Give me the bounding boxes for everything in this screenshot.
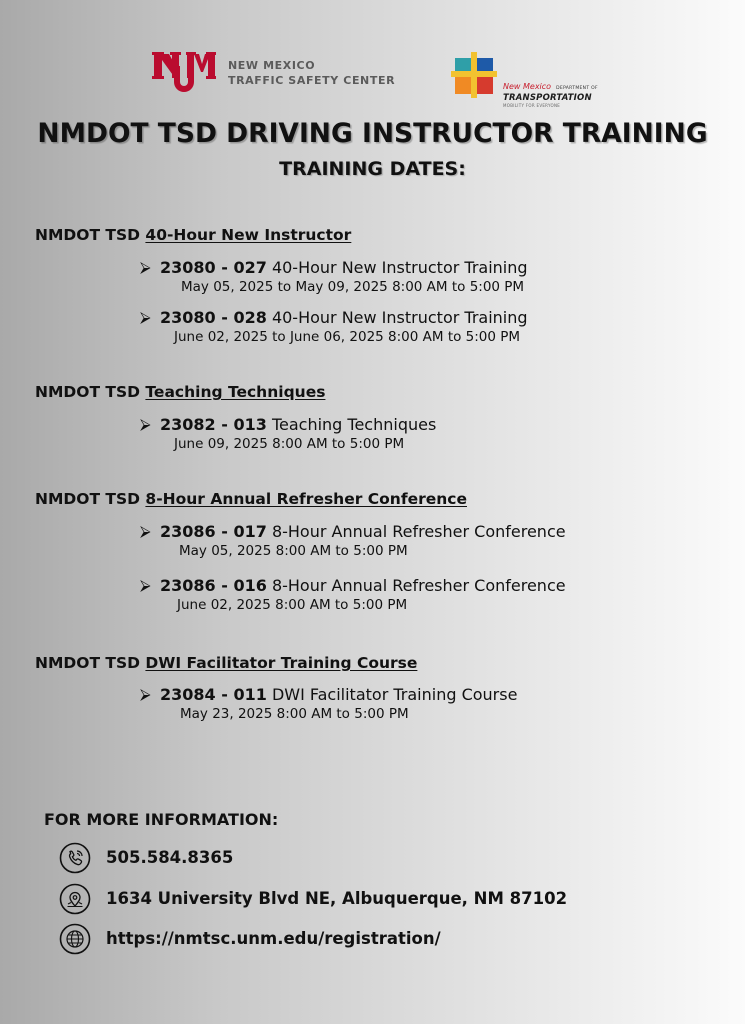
course-name: DWI Facilitator Training Course xyxy=(271,685,518,704)
course-item xyxy=(140,415,436,452)
course-item xyxy=(140,685,517,722)
phone-number[interactable]: 505.584.8365 xyxy=(106,848,234,867)
tsc-line-1: NEW MEXICO xyxy=(228,59,316,72)
arrow-bullet-icon: ⮚ xyxy=(140,576,151,594)
section-heading-dwi-facilitator xyxy=(35,654,417,672)
address-text: 1634 University Blvd NE, Albuquerque, NM 87102 xyxy=(106,889,568,908)
course-name: 40-Hour New Instructor Training xyxy=(271,258,528,277)
course-date: May 05, 2025 8:00 AM to 5:00 PM xyxy=(179,543,408,559)
dot-tagline: MOBILITY FOR EVERYONE xyxy=(503,103,561,108)
course-item xyxy=(140,258,528,295)
page-subtitle: TRAINING DATES: xyxy=(279,158,466,180)
course-code: 23084 - 011 xyxy=(160,685,267,704)
arrow-bullet-icon: ⮚ xyxy=(140,258,151,276)
unm-logo xyxy=(152,52,216,96)
traffic-safety-center-wordmark xyxy=(228,58,395,88)
arrow-bullet-icon: ⮚ xyxy=(140,522,151,540)
course-name: Teaching Techniques xyxy=(271,415,437,434)
section-name-link[interactable]: 40-Hour New Instructor xyxy=(145,226,352,244)
course-date: June 09, 2025 8:00 AM to 5:00 PM xyxy=(174,436,405,452)
page-title: NMDOT TSD DRIVING INSTRUCTOR TRAINING xyxy=(37,118,708,149)
course-name: 8-Hour Annual Refresher Conference xyxy=(271,576,566,595)
arrow-bullet-icon: ⮚ xyxy=(140,415,151,433)
more-info-heading: FOR MORE INFORMATION: xyxy=(44,810,279,829)
section-name-link[interactable]: 8-Hour Annual Refresher Conference xyxy=(145,490,467,508)
course-code: 23080 - 027 xyxy=(160,258,267,277)
course-date: June 02, 2025 to June 06, 2025 8:00 AM to 5:00 PM xyxy=(174,329,521,345)
arrow-bullet-icon: ⮚ xyxy=(140,308,151,326)
phone-icon xyxy=(59,842,91,874)
dot-name: New Mexico xyxy=(503,82,552,91)
section-name-link[interactable]: Teaching Techniques xyxy=(145,383,326,401)
tsc-line-2: TRAFFIC SAFETY CENTER xyxy=(228,74,396,87)
course-code: 23086 - 016 xyxy=(160,576,267,595)
course-item xyxy=(140,522,566,559)
nmdot-wordmark xyxy=(503,74,613,108)
section-name-link[interactable]: DWI Facilitator Training Course xyxy=(145,654,418,672)
arrow-bullet-icon: ⮚ xyxy=(140,685,151,703)
section-heading-teaching-techniques xyxy=(35,383,325,401)
course-name: 40-Hour New Instructor Training xyxy=(271,308,528,327)
website-link[interactable]: https://nmtsc.unm.edu/registration/ xyxy=(106,929,441,948)
course-code: 23082 - 013 xyxy=(160,415,267,434)
dot-transportation: TRANSPORTATION xyxy=(503,93,592,103)
course-item xyxy=(140,308,528,345)
section-prefix: NMDOT TSD xyxy=(35,654,141,672)
section-heading-annual-refresher xyxy=(35,490,467,508)
course-name: 8-Hour Annual Refresher Conference xyxy=(271,522,566,541)
course-date: May 05, 2025 to May 09, 2025 8:00 AM to 5:00 PM xyxy=(181,279,525,295)
section-prefix: NMDOT TSD xyxy=(35,383,141,401)
dot-department: DEPARTMENT OF xyxy=(556,86,598,91)
course-date: May 23, 2025 8:00 AM to 5:00 PM xyxy=(180,706,409,722)
section-heading-40-hour xyxy=(35,226,351,244)
course-date: June 02, 2025 8:00 AM to 5:00 PM xyxy=(177,597,408,613)
nmdot-logo xyxy=(451,52,499,98)
course-code: 23080 - 028 xyxy=(160,308,267,327)
section-prefix: NMDOT TSD xyxy=(35,226,141,244)
course-code: 23086 - 017 xyxy=(160,522,267,541)
section-prefix: NMDOT TSD xyxy=(35,490,141,508)
course-item xyxy=(140,576,566,613)
map-pin-icon xyxy=(59,883,91,915)
globe-icon xyxy=(59,923,91,955)
